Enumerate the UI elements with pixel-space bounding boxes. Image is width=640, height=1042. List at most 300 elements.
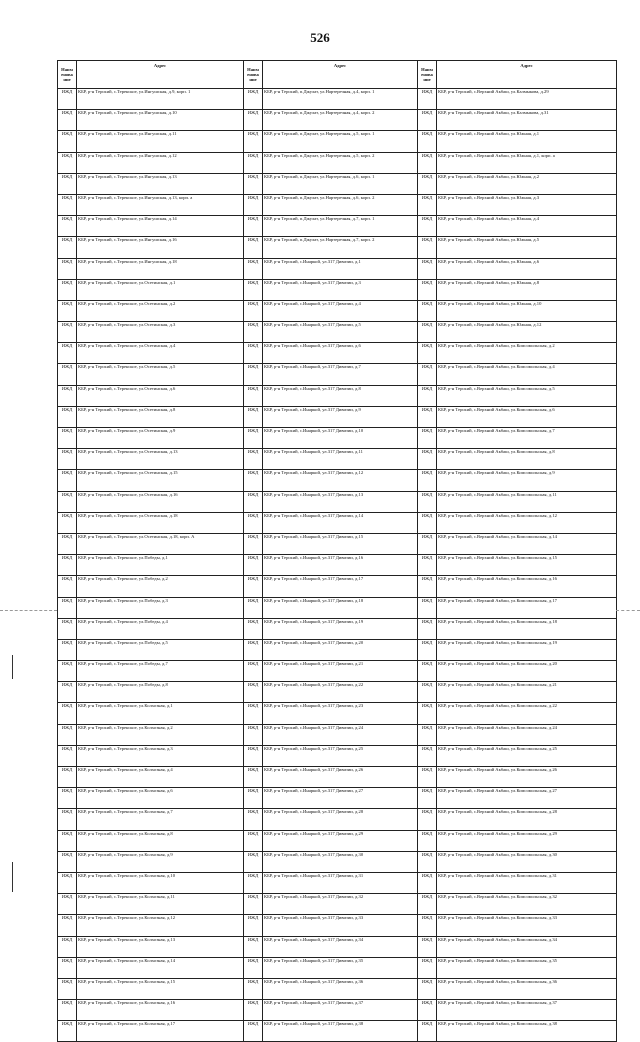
cell-address-2: КБР, р-н Терский, п.Джулат, ул.Нартеречная, д.5, корп. 2 bbox=[263, 152, 418, 173]
cell-name-2: ИЖД bbox=[244, 618, 263, 639]
cell-address-3: КБР, р-н Терский, с.Верхний Акбаш, ул.Комсомольская, д.18 bbox=[437, 618, 617, 639]
cell-name-1: ИЖД bbox=[58, 279, 77, 300]
header-address-col-3: Адрес bbox=[437, 61, 617, 89]
table-row bbox=[58, 512, 617, 533]
cell-address-3: КБР, р-н Терский, с.Верхний Акбаш, ул.Комсомольская, д.2 bbox=[437, 343, 617, 364]
cell-address-3: КБР, р-н Терский, с.Верхний Акбаш, ул.Комсомольская, д.17 bbox=[437, 597, 617, 618]
cell-address-1: КБР, р-н Терский, с.Терекское, ул.Ингушская, д.10 bbox=[77, 110, 244, 131]
cell-name-2: ИЖД bbox=[244, 322, 263, 343]
cell-address-2: КБР, р-н Терский, с.Инаркой, ул.317 Дивизии, д.8 bbox=[263, 385, 418, 406]
table-row bbox=[58, 258, 617, 279]
cell-name-1: ИЖД bbox=[58, 555, 77, 576]
cell-address-2: КБР, р-н Терский, с.Инаркой, ул.317 Дивизии, д.29 bbox=[263, 830, 418, 851]
cell-address-2: КБР, р-н Терский, с.Инаркой, ул.317 Дивизии, д.38 bbox=[263, 1021, 418, 1042]
cell-name-3: ИЖД bbox=[418, 237, 437, 258]
cell-name-3: ИЖД bbox=[418, 322, 437, 343]
cell-address-3: КБР, р-н Терский, с.Верхний Акбаш, ул.Южная, д.6 bbox=[437, 258, 617, 279]
cell-name-3: ИЖД bbox=[418, 576, 437, 597]
table-row bbox=[58, 216, 617, 237]
cell-address-2: КБР, р-н Терский, с.Инаркой, ул.317 Дивизии, д.5 bbox=[263, 322, 418, 343]
cell-address-3: КБР, р-н Терский, с.Верхний Акбаш, ул.Комсомольская, д.26 bbox=[437, 767, 617, 788]
cell-name-3: ИЖД bbox=[418, 767, 437, 788]
cell-address-3: КБР, р-н Терский, с.Верхний Акбаш, ул.Комсомольская, д.12 bbox=[437, 512, 617, 533]
cell-name-1: ИЖД bbox=[58, 830, 77, 851]
cell-address-3: КБР, р-н Терский, с.Верхний Акбаш, ул.Комсомольская, д.14 bbox=[437, 533, 617, 554]
cell-name-1: ИЖД bbox=[58, 872, 77, 893]
cell-address-1: КБР, р-н Терский, с.Терекское, ул.Победы, д.7 bbox=[77, 661, 244, 682]
cell-address-1: КБР, р-н Терский, с.Терекское, ул.Осетинская, д.18 bbox=[77, 512, 244, 533]
cell-name-1: ИЖД bbox=[58, 851, 77, 872]
cell-name-3: ИЖД bbox=[418, 1000, 437, 1021]
cell-name-2: ИЖД bbox=[244, 491, 263, 512]
table-row bbox=[58, 618, 617, 639]
cell-name-3: ИЖД bbox=[418, 258, 437, 279]
table-row bbox=[58, 703, 617, 724]
table-row bbox=[58, 1021, 617, 1042]
cell-name-2: ИЖД bbox=[244, 385, 263, 406]
cell-address-3: КБР, р-н Терский, с.Верхний Акбаш, ул.Комсомольская, д.7 bbox=[437, 428, 617, 449]
cell-name-1: ИЖД bbox=[58, 978, 77, 999]
cell-name-2: ИЖД bbox=[244, 915, 263, 936]
cell-address-1: КБР, р-н Терский, с.Терекское, ул.Победы, д.8 bbox=[77, 682, 244, 703]
cell-name-3: ИЖД bbox=[418, 216, 437, 237]
cell-name-1: ИЖД bbox=[58, 470, 77, 491]
cell-name-1: ИЖД bbox=[58, 428, 77, 449]
cell-address-1: КБР, р-н Терский, с.Терекское, ул.Победы, д.4 bbox=[77, 618, 244, 639]
cell-name-3: ИЖД bbox=[418, 1021, 437, 1042]
table-row bbox=[58, 915, 617, 936]
header-address-col-2: Адрес bbox=[263, 61, 418, 89]
cell-name-1: ИЖД bbox=[58, 618, 77, 639]
cell-address-1: КБР, р-н Терский, с.Терекское, ул.Колхозная, д.7 bbox=[77, 809, 244, 830]
cell-address-3: КБР, р-н Терский, с.Верхний Акбаш, ул.Комсомольская, д.27 bbox=[437, 788, 617, 809]
cell-name-2: ИЖД bbox=[244, 703, 263, 724]
cell-address-2: КБР, р-н Терский, с.Инаркой, ул.317 Дивизии, д.37 bbox=[263, 1000, 418, 1021]
cell-address-3: КБР, р-н Терский, с.Верхний Акбаш, ул.Комсомольская, д.32 bbox=[437, 894, 617, 915]
cell-name-3: ИЖД bbox=[418, 194, 437, 215]
table-row bbox=[58, 576, 617, 597]
cell-address-1: КБР, р-н Терский, с.Терекское, ул.Победы, д.1 bbox=[77, 555, 244, 576]
table-row bbox=[58, 851, 617, 872]
margin-mark bbox=[12, 655, 13, 679]
cell-name-2: ИЖД bbox=[244, 449, 263, 470]
cell-address-1: КБР, р-н Терский, с.Терекское, ул.Ингушская, д.12 bbox=[77, 152, 244, 173]
cell-name-2: ИЖД bbox=[244, 555, 263, 576]
cell-name-1: ИЖД bbox=[58, 1021, 77, 1042]
cell-name-2: ИЖД bbox=[244, 152, 263, 173]
cell-address-2: КБР, р-н Терский, п.Джулат, ул.Нартеречная, д.5, корп. 1 bbox=[263, 131, 418, 152]
cell-name-1: ИЖД bbox=[58, 788, 77, 809]
cell-name-2: ИЖД bbox=[244, 872, 263, 893]
cell-name-3: ИЖД bbox=[418, 894, 437, 915]
cell-address-3: КБР, р-н Терский, с.Верхний Акбаш, ул.Южная, д.1, корп. а bbox=[437, 152, 617, 173]
cell-name-1: ИЖД bbox=[58, 237, 77, 258]
cell-name-3: ИЖД bbox=[418, 491, 437, 512]
cell-name-1: ИЖД bbox=[58, 1000, 77, 1021]
cell-name-1: ИЖД bbox=[58, 364, 77, 385]
cell-address-3: КБР, р-н Терский, с.Верхний Акбаш, ул.Южная, д.5 bbox=[437, 237, 617, 258]
cell-name-1: ИЖД bbox=[58, 894, 77, 915]
cell-name-3: ИЖД bbox=[418, 597, 437, 618]
cell-address-3: КБР, р-н Терский, с.Верхний Акбаш, ул.Комсомольская, д.11 bbox=[437, 491, 617, 512]
table-row bbox=[58, 661, 617, 682]
cell-name-3: ИЖД bbox=[418, 745, 437, 766]
table-row bbox=[58, 279, 617, 300]
cell-name-2: ИЖД bbox=[244, 173, 263, 194]
cell-address-2: КБР, р-н Терский, с.Инаркой, ул.317 Дивизии, д.7 bbox=[263, 364, 418, 385]
header-name-col-2: Наим енова ние bbox=[244, 61, 263, 89]
table-row bbox=[58, 428, 617, 449]
cell-address-2: КБР, р-н Терский, п.Джулат, ул.Нартеречная, д.7, корп. 2 bbox=[263, 237, 418, 258]
cell-name-1: ИЖД bbox=[58, 533, 77, 554]
cell-name-1: ИЖД bbox=[58, 194, 77, 215]
cell-name-2: ИЖД bbox=[244, 936, 263, 957]
cell-address-1: КБР, р-н Терский, с.Терекское, ул.Колхозная, д.13 bbox=[77, 936, 244, 957]
table-row bbox=[58, 936, 617, 957]
table-row bbox=[58, 533, 617, 554]
cell-address-2: КБР, р-н Терский, с.Инаркой, ул.317 Дивизии, д.30 bbox=[263, 851, 418, 872]
cell-name-3: ИЖД bbox=[418, 618, 437, 639]
cell-name-1: ИЖД bbox=[58, 152, 77, 173]
cell-name-2: ИЖД bbox=[244, 682, 263, 703]
cell-address-2: КБР, р-н Терский, с.Инаркой, ул.317 Дивизии, д.20 bbox=[263, 639, 418, 660]
table-row bbox=[58, 385, 617, 406]
cell-address-3: КБР, р-н Терский, с.Верхний Акбаш, ул.Комсомольская, д.5 bbox=[437, 385, 617, 406]
cell-name-2: ИЖД bbox=[244, 978, 263, 999]
scan-artifact-line bbox=[616, 610, 640, 611]
cell-address-3: КБР, р-н Терский, с.Верхний Акбаш, ул.Комсомольская, д.4 bbox=[437, 364, 617, 385]
cell-name-1: ИЖД bbox=[58, 216, 77, 237]
cell-name-1: ИЖД bbox=[58, 300, 77, 321]
cell-name-3: ИЖД bbox=[418, 364, 437, 385]
cell-name-2: ИЖД bbox=[244, 216, 263, 237]
cell-address-2: КБР, р-н Терский, с.Инаркой, ул.317 Дивизии, д.12 bbox=[263, 470, 418, 491]
table-row bbox=[58, 682, 617, 703]
cell-address-1: КБР, р-н Терский, с.Терекское, ул.Ингушская, д.18 bbox=[77, 258, 244, 279]
table-row bbox=[58, 1000, 617, 1021]
cell-address-2: КБР, р-н Терский, с.Инаркой, ул.317 Дивизии, д.31 bbox=[263, 872, 418, 893]
cell-name-2: ИЖД bbox=[244, 428, 263, 449]
table-row bbox=[58, 300, 617, 321]
cell-name-3: ИЖД bbox=[418, 152, 437, 173]
cell-name-3: ИЖД bbox=[418, 661, 437, 682]
table-row bbox=[58, 809, 617, 830]
cell-address-2: КБР, р-н Терский, п.Джулат, ул.Нартеречная, д.6, корп. 1 bbox=[263, 173, 418, 194]
cell-name-3: ИЖД bbox=[418, 809, 437, 830]
cell-address-3: КБР, р-н Терский, с.Верхний Акбаш, ул.Комсомольская, д.22 bbox=[437, 703, 617, 724]
table-row bbox=[58, 491, 617, 512]
cell-name-2: ИЖД bbox=[244, 512, 263, 533]
table-row bbox=[58, 639, 617, 660]
table-row bbox=[58, 597, 617, 618]
cell-name-1: ИЖД bbox=[58, 809, 77, 830]
cell-name-1: ИЖД bbox=[58, 512, 77, 533]
cell-address-3: КБР, р-н Терский, с.Верхний Акбаш, ул.Южная, д.2 bbox=[437, 173, 617, 194]
cell-address-1: КБР, р-н Терский, с.Терекское, ул.Осетинская, д.6 bbox=[77, 385, 244, 406]
cell-name-2: ИЖД bbox=[244, 533, 263, 554]
cell-name-1: ИЖД bbox=[58, 661, 77, 682]
cell-address-1: КБР, р-н Терский, с.Терекское, ул.Колхозная, д.14 bbox=[77, 957, 244, 978]
cell-address-1: КБР, р-н Терский, с.Терекское, ул.Осетинская, д.2 bbox=[77, 300, 244, 321]
cell-name-1: ИЖД bbox=[58, 639, 77, 660]
header-name-col-3: Наим енова ние bbox=[418, 61, 437, 89]
cell-address-3: КБР, р-н Терский, с.Верхний Акбаш, ул.Комсомольская, д.28 bbox=[437, 809, 617, 830]
cell-address-2: КБР, р-н Терский, с.Инаркой, ул.317 Дивизии, д.10 bbox=[263, 428, 418, 449]
cell-name-3: ИЖД bbox=[418, 406, 437, 427]
cell-name-3: ИЖД bbox=[418, 385, 437, 406]
cell-name-3: ИЖД bbox=[418, 639, 437, 660]
cell-address-1: КБР, р-н Терский, с.Терекское, ул.Осетинская, д.18, корп. А bbox=[77, 533, 244, 554]
cell-name-1: ИЖД bbox=[58, 597, 77, 618]
cell-name-3: ИЖД bbox=[418, 110, 437, 131]
cell-name-2: ИЖД bbox=[244, 745, 263, 766]
table-row bbox=[58, 364, 617, 385]
cell-address-2: КБР, р-н Терский, п.Джулат, ул.Нартеречная, д.4, корп. 2 bbox=[263, 110, 418, 131]
cell-address-2: КБР, р-н Терский, с.Инаркой, ул.317 Дивизии, д.1 bbox=[263, 258, 418, 279]
cell-name-1: ИЖД bbox=[58, 682, 77, 703]
cell-address-2: КБР, р-н Терский, с.Инаркой, ул.317 Дивизии, д.11 bbox=[263, 449, 418, 470]
cell-name-1: ИЖД bbox=[58, 89, 77, 110]
table-row bbox=[58, 173, 617, 194]
cell-name-2: ИЖД bbox=[244, 258, 263, 279]
cell-name-1: ИЖД bbox=[58, 131, 77, 152]
cell-name-3: ИЖД bbox=[418, 555, 437, 576]
table-row bbox=[58, 978, 617, 999]
cell-address-2: КБР, р-н Терский, с.Инаркой, ул.317 Дивизии, д.17 bbox=[263, 576, 418, 597]
cell-name-2: ИЖД bbox=[244, 767, 263, 788]
cell-address-2: КБР, р-н Терский, с.Инаркой, ул.317 Дивизии, д.9 bbox=[263, 406, 418, 427]
cell-address-2: КБР, р-н Терский, с.Инаркой, ул.317 Дивизии, д.14 bbox=[263, 512, 418, 533]
cell-name-3: ИЖД bbox=[418, 470, 437, 491]
cell-address-3: КБР, р-н Терский, с.Верхний Акбаш, ул.Комсомольская, д.15 bbox=[437, 555, 617, 576]
table-row bbox=[58, 110, 617, 131]
cell-name-2: ИЖД bbox=[244, 661, 263, 682]
cell-address-3: КБР, р-н Терский, с.Верхний Акбаш, ул.Комсомольская, д.20 bbox=[437, 661, 617, 682]
cell-name-2: ИЖД bbox=[244, 470, 263, 491]
cell-address-1: КБР, р-н Терский, с.Терекское, ул.Колхозная, д.6 bbox=[77, 788, 244, 809]
table-row bbox=[58, 767, 617, 788]
cell-address-3: КБР, р-н Терский, с.Верхний Акбаш, ул.Комсомольская, д.19 bbox=[437, 639, 617, 660]
cell-address-3: КБР, р-н Терский, с.Верхний Акбаш, ул.Южная, д.10 bbox=[437, 300, 617, 321]
cell-address-1: КБР, р-н Терский, с.Терекское, ул.Победы, д.3 bbox=[77, 597, 244, 618]
cell-address-3: КБР, р-н Терский, с.Верхний Акбаш, ул.Калмыкова, д.31 bbox=[437, 110, 617, 131]
cell-address-3: КБР, р-н Терский, с.Верхний Акбаш, ул.Комсомольская, д.29 bbox=[437, 830, 617, 851]
cell-name-1: ИЖД bbox=[58, 936, 77, 957]
cell-address-3: КБР, р-н Терский, с.Верхний Акбаш, ул.Южная, д.8 bbox=[437, 279, 617, 300]
cell-address-2: КБР, р-н Терский, с.Инаркой, ул.317 Дивизии, д.15 bbox=[263, 533, 418, 554]
cell-name-1: ИЖД bbox=[58, 449, 77, 470]
table-row bbox=[58, 89, 617, 110]
cell-name-1: ИЖД bbox=[58, 745, 77, 766]
cell-name-2: ИЖД bbox=[244, 894, 263, 915]
cell-address-2: КБР, р-н Терский, п.Джулат, ул.Нартеречная, д.7, корп. 1 bbox=[263, 216, 418, 237]
cell-address-3: КБР, р-н Терский, с.Верхний Акбаш, ул.Южная, д.1 bbox=[437, 131, 617, 152]
page-number: 526 bbox=[310, 30, 330, 45]
cell-name-2: ИЖД bbox=[244, 131, 263, 152]
cell-name-3: ИЖД bbox=[418, 957, 437, 978]
address-table bbox=[57, 60, 617, 1042]
cell-address-1: КБР, р-н Терский, с.Терекское, ул.Колхозная, д.11 bbox=[77, 894, 244, 915]
cell-address-2: КБР, р-н Терский, с.Инаркой, ул.317 Дивизии, д.34 bbox=[263, 936, 418, 957]
cell-address-3: КБР, р-н Терский, с.Верхний Акбаш, ул.Комсомольская, д.24 bbox=[437, 724, 617, 745]
cell-address-3: КБР, р-н Терский, с.Верхний Акбаш, ул.Комсомольская, д.16 bbox=[437, 576, 617, 597]
cell-name-2: ИЖД bbox=[244, 788, 263, 809]
table-body bbox=[58, 89, 617, 1042]
cell-address-1: КБР, р-н Терский, с.Терекское, ул.Колхозная, д.9 bbox=[77, 851, 244, 872]
cell-address-2: КБР, р-н Терский, с.Инаркой, ул.317 Дивизии, д.3 bbox=[263, 279, 418, 300]
cell-name-2: ИЖД bbox=[244, 343, 263, 364]
table-row bbox=[58, 343, 617, 364]
cell-address-1: КБР, р-н Терский, с.Терекское, ул.Осетинская, д.4 bbox=[77, 343, 244, 364]
table-row bbox=[58, 152, 617, 173]
cell-address-3: КБР, р-н Терский, с.Верхний Акбаш, ул.Южная, д.3 bbox=[437, 194, 617, 215]
cell-name-3: ИЖД bbox=[418, 682, 437, 703]
cell-name-3: ИЖД bbox=[418, 724, 437, 745]
cell-name-1: ИЖД bbox=[58, 957, 77, 978]
header-row bbox=[58, 61, 617, 89]
cell-name-2: ИЖД bbox=[244, 809, 263, 830]
cell-address-2: КБР, р-н Терский, с.Инаркой, ул.317 Дивизии, д.26 bbox=[263, 767, 418, 788]
table-row bbox=[58, 957, 617, 978]
cell-address-3: КБР, р-н Терский, с.Верхний Акбаш, ул.Комсомольская, д.36 bbox=[437, 978, 617, 999]
cell-address-2: КБР, р-н Терский, с.Инаркой, ул.317 Дивизии, д.35 bbox=[263, 957, 418, 978]
cell-address-3: КБР, р-н Терский, с.Верхний Акбаш, ул.Комсомольская, д.30 bbox=[437, 851, 617, 872]
cell-name-2: ИЖД bbox=[244, 406, 263, 427]
cell-address-2: КБР, р-н Терский, с.Инаркой, ул.317 Дивизии, д.21 bbox=[263, 661, 418, 682]
table-row bbox=[58, 470, 617, 491]
cell-name-2: ИЖД bbox=[244, 110, 263, 131]
cell-name-1: ИЖД bbox=[58, 173, 77, 194]
cell-address-1: КБР, р-н Терский, с.Терекское, ул.Колхозная, д.1 bbox=[77, 703, 244, 724]
cell-address-3: КБР, р-н Терский, с.Верхний Акбаш, ул.Комсомольская, д.37 bbox=[437, 1000, 617, 1021]
cell-address-1: КБР, р-н Терский, с.Терекское, ул.Колхозная, д.15 bbox=[77, 978, 244, 999]
table-row bbox=[58, 131, 617, 152]
cell-name-3: ИЖД bbox=[418, 173, 437, 194]
cell-name-1: ИЖД bbox=[58, 343, 77, 364]
cell-name-2: ИЖД bbox=[244, 279, 263, 300]
cell-name-3: ИЖД bbox=[418, 872, 437, 893]
cell-address-3: КБР, р-н Терский, с.Верхний Акбаш, ул.Комсомольская, д.9 bbox=[437, 470, 617, 491]
table-row bbox=[58, 194, 617, 215]
cell-name-3: ИЖД bbox=[418, 279, 437, 300]
cell-name-1: ИЖД bbox=[58, 110, 77, 131]
cell-name-3: ИЖД bbox=[418, 703, 437, 724]
cell-name-2: ИЖД bbox=[244, 724, 263, 745]
cell-name-3: ИЖД bbox=[418, 936, 437, 957]
table-header bbox=[58, 61, 617, 89]
cell-address-3: КБР, р-н Терский, с.Верхний Акбаш, ул.Комсомольская, д.21 bbox=[437, 682, 617, 703]
table-row bbox=[58, 555, 617, 576]
cell-address-1: КБР, р-н Терский, с.Терекское, ул.Колхозная, д.3 bbox=[77, 745, 244, 766]
cell-name-2: ИЖД bbox=[244, 639, 263, 660]
cell-name-3: ИЖД bbox=[418, 428, 437, 449]
cell-address-2: КБР, р-н Терский, с.Инаркой, ул.317 Дивизии, д.36 bbox=[263, 978, 418, 999]
header-address-col-1: Адрес bbox=[77, 61, 244, 89]
cell-address-2: КБР, р-н Терский, с.Инаркой, ул.317 Дивизии, д.16 bbox=[263, 555, 418, 576]
cell-address-1: КБР, р-н Терский, с.Терекское, ул.Осетинская, д.8 bbox=[77, 406, 244, 427]
cell-address-3: КБР, р-н Терский, с.Верхний Акбаш, ул.Комсомольская, д.8 bbox=[437, 449, 617, 470]
cell-name-3: ИЖД bbox=[418, 533, 437, 554]
cell-address-3: КБР, р-н Терский, с.Верхний Акбаш, ул.Комсомольская, д.34 bbox=[437, 936, 617, 957]
cell-name-2: ИЖД bbox=[244, 576, 263, 597]
cell-address-1: КБР, р-н Терский, с.Терекское, ул.Осетинская, д.3 bbox=[77, 322, 244, 343]
cell-address-1: КБР, р-н Терский, с.Терекское, ул.Ингушская, д.14 bbox=[77, 216, 244, 237]
cell-name-1: ИЖД bbox=[58, 491, 77, 512]
cell-name-1: ИЖД bbox=[58, 724, 77, 745]
cell-name-3: ИЖД bbox=[418, 300, 437, 321]
cell-name-3: ИЖД bbox=[418, 512, 437, 533]
cell-name-1: ИЖД bbox=[58, 322, 77, 343]
table-row bbox=[58, 449, 617, 470]
cell-address-3: КБР, р-н Терский, с.Верхний Акбаш, ул.Комсомольская, д.31 bbox=[437, 872, 617, 893]
cell-address-1: КБР, р-н Терский, с.Терекское, ул.Осетинская, д.5 bbox=[77, 364, 244, 385]
table-row bbox=[58, 788, 617, 809]
cell-address-1: КБР, р-н Терский, с.Терекское, ул.Колхозная, д.17 bbox=[77, 1021, 244, 1042]
scan-artifact-line bbox=[0, 610, 57, 611]
cell-address-3: КБР, р-н Терский, с.Верхний Акбаш, ул.Комсомольская, д.33 bbox=[437, 915, 617, 936]
cell-address-1: КБР, р-н Терский, с.Терекское, ул.Осетинская, д.13 bbox=[77, 449, 244, 470]
cell-address-1: КБР, р-н Терский, с.Терекское, ул.Ингушская, д.9, корп. 1 bbox=[77, 89, 244, 110]
cell-name-3: ИЖД bbox=[418, 89, 437, 110]
header-name-col-1: Наим енова ние bbox=[58, 61, 77, 89]
cell-name-2: ИЖД bbox=[244, 89, 263, 110]
cell-address-2: КБР, р-н Терский, п.Джулат, ул.Нартеречная, д.6, корп. 2 bbox=[263, 194, 418, 215]
cell-address-1: КБР, р-н Терский, с.Терекское, ул.Победы, д.5 bbox=[77, 639, 244, 660]
cell-address-1: КБР, р-н Терский, с.Терекское, ул.Осетинская, д.15 bbox=[77, 470, 244, 491]
cell-address-2: КБР, р-н Терский, с.Инаркой, ул.317 Дивизии, д.18 bbox=[263, 597, 418, 618]
cell-name-2: ИЖД bbox=[244, 194, 263, 215]
cell-name-3: ИЖД bbox=[418, 851, 437, 872]
cell-address-2: КБР, р-н Терский, с.Инаркой, ул.317 Дивизии, д.24 bbox=[263, 724, 418, 745]
cell-address-3: КБР, р-н Терский, с.Верхний Акбаш, ул.Комсомольская, д.25 bbox=[437, 745, 617, 766]
cell-name-1: ИЖД bbox=[58, 385, 77, 406]
table-row bbox=[58, 237, 617, 258]
cell-address-2: КБР, р-н Терский, с.Инаркой, ул.317 Дивизии, д.19 bbox=[263, 618, 418, 639]
cell-name-1: ИЖД bbox=[58, 406, 77, 427]
cell-address-3: КБР, р-н Терский, с.Верхний Акбаш, ул.Южная, д.12 bbox=[437, 322, 617, 343]
cell-name-3: ИЖД bbox=[418, 915, 437, 936]
cell-address-2: КБР, р-н Терский, с.Инаркой, ул.317 Дивизии, д.23 bbox=[263, 703, 418, 724]
cell-address-1: КБР, р-н Терский, с.Терекское, ул.Осетинская, д.1 bbox=[77, 279, 244, 300]
cell-name-2: ИЖД bbox=[244, 830, 263, 851]
cell-address-3: КБР, р-н Терский, с.Верхний Акбаш, ул.Комсомольская, д.6 bbox=[437, 406, 617, 427]
cell-name-2: ИЖД bbox=[244, 300, 263, 321]
cell-name-3: ИЖД bbox=[418, 830, 437, 851]
cell-address-1: КБР, р-н Терский, с.Терекское, ул.Колхозная, д.8 bbox=[77, 830, 244, 851]
cell-address-1: КБР, р-н Терский, с.Терекское, ул.Победы, д.2 bbox=[77, 576, 244, 597]
cell-name-2: ИЖД bbox=[244, 957, 263, 978]
cell-address-1: КБР, р-н Терский, с.Терекское, ул.Колхозная, д.2 bbox=[77, 724, 244, 745]
cell-name-3: ИЖД bbox=[418, 131, 437, 152]
cell-address-2: КБР, р-н Терский, п.Джулат, ул.Нартеречная, д.4, корп. 1 bbox=[263, 89, 418, 110]
cell-address-1: КБР, р-н Терский, с.Терекское, ул.Осетинская, д.16 bbox=[77, 491, 244, 512]
table-row bbox=[58, 830, 617, 851]
cell-address-2: КБР, р-н Терский, с.Инаркой, ул.317 Дивизии, д.28 bbox=[263, 809, 418, 830]
cell-name-2: ИЖД bbox=[244, 364, 263, 385]
cell-address-1: КБР, р-н Терский, с.Терекское, ул.Ингушская, д.13 bbox=[77, 173, 244, 194]
cell-address-1: КБР, р-н Терский, с.Терекское, ул.Колхозная, д.10 bbox=[77, 872, 244, 893]
cell-name-3: ИЖД bbox=[418, 449, 437, 470]
table-row bbox=[58, 872, 617, 893]
cell-address-3: КБР, р-н Терский, с.Верхний Акбаш, ул.Комсомольская, д.38 bbox=[437, 1021, 617, 1042]
cell-name-1: ИЖД bbox=[58, 576, 77, 597]
cell-address-2: КБР, р-н Терский, с.Инаркой, ул.317 Дивизии, д.6 bbox=[263, 343, 418, 364]
cell-address-1: КБР, р-н Терский, с.Терекское, ул.Колхозная, д.12 bbox=[77, 915, 244, 936]
cell-name-1: ИЖД bbox=[58, 703, 77, 724]
cell-address-2: КБР, р-н Терский, с.Инаркой, ул.317 Дивизии, д.27 bbox=[263, 788, 418, 809]
table-row bbox=[58, 745, 617, 766]
cell-address-1: КБР, р-н Терский, с.Терекское, ул.Осетинская, д.9 bbox=[77, 428, 244, 449]
